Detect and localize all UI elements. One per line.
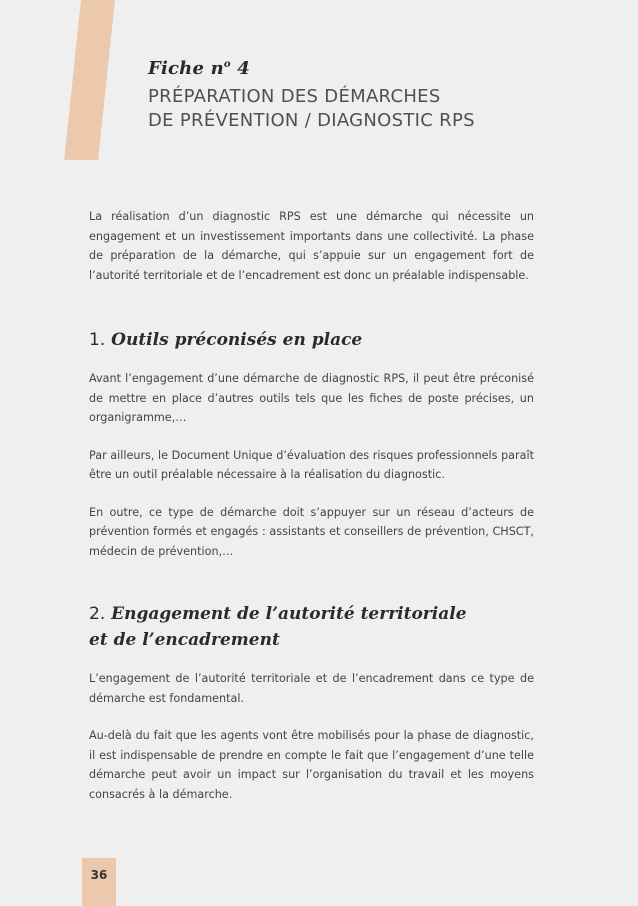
section-1-paragraph-3: En outre, ce type de démarche doit s’appuyer sur un réseau d’acteurs de prévention formés et engagés : assistants et conseillers de prévention, CHSCT, médecin de prévention,… <box>89 505 534 558</box>
section-2-paragraph-2: Au-delà du fait que les agents vont être mobilisés pour la phase de diagnostic, il est indispensable de prendre en compte le fait que l’engagement d’une telle démarche peut avoir un impact sur l’organisation du travail et les moyens consacrés à la démarche. <box>89 729 534 801</box>
page-number: 36 <box>90 868 108 882</box>
section-2-paragraph-1: L’engagement de l’autorité territoriale et de l’encadrement dans ce type de démarche est fondamental. <box>89 672 534 705</box>
section-1-title: Outils préconisés en place <box>111 330 363 350</box>
fiche-title-line-1: PRÉPARATION DES DÉMARCHES <box>148 86 441 107</box>
section-1-paragraph-2: Par ailleurs, le Document Unique d’évaluation des risques professionnels paraît être un outil préalable nécessaire à la réalisation du diagnostic. <box>89 448 534 481</box>
intro-paragraph: La réalisation d’un diagnostic RPS est une démarche qui nécessite un engagement et un investissement importants dans une collectivité. La phase de préparation de la démarche, qui s’appuie sur un engagement fort de l’autorité territoriale et de l’encadrement est donc un préalable indispensable. <box>89 210 534 282</box>
section-1-number: 1. <box>89 330 106 350</box>
section-1-paragraph-1: Avant l’engagement d’une démarche de diagnostic RPS, il peut être préconisé de mettre en place d’autres outils tels que les fiches de poste précises, un organigramme,… <box>89 372 534 424</box>
fiche-title-line-2: DE PRÉVENTION / DIAGNOSTIC RPS <box>148 110 475 131</box>
section-2-heading <box>89 601 534 653</box>
document-body <box>89 207 534 804</box>
decorative-accent-band <box>64 0 116 160</box>
section-2-title-line-2: et de l’encadrement <box>89 630 280 650</box>
section-1-heading <box>89 327 534 353</box>
section-2-title-line-1: Engagement de l’autorité territoriale <box>111 604 467 624</box>
page-number-tab <box>82 858 116 906</box>
fiche-label: Fiche $n^o$ 4 <box>148 58 250 79</box>
fiche-header <box>148 58 475 133</box>
section-2-number: 2. <box>89 604 106 624</box>
